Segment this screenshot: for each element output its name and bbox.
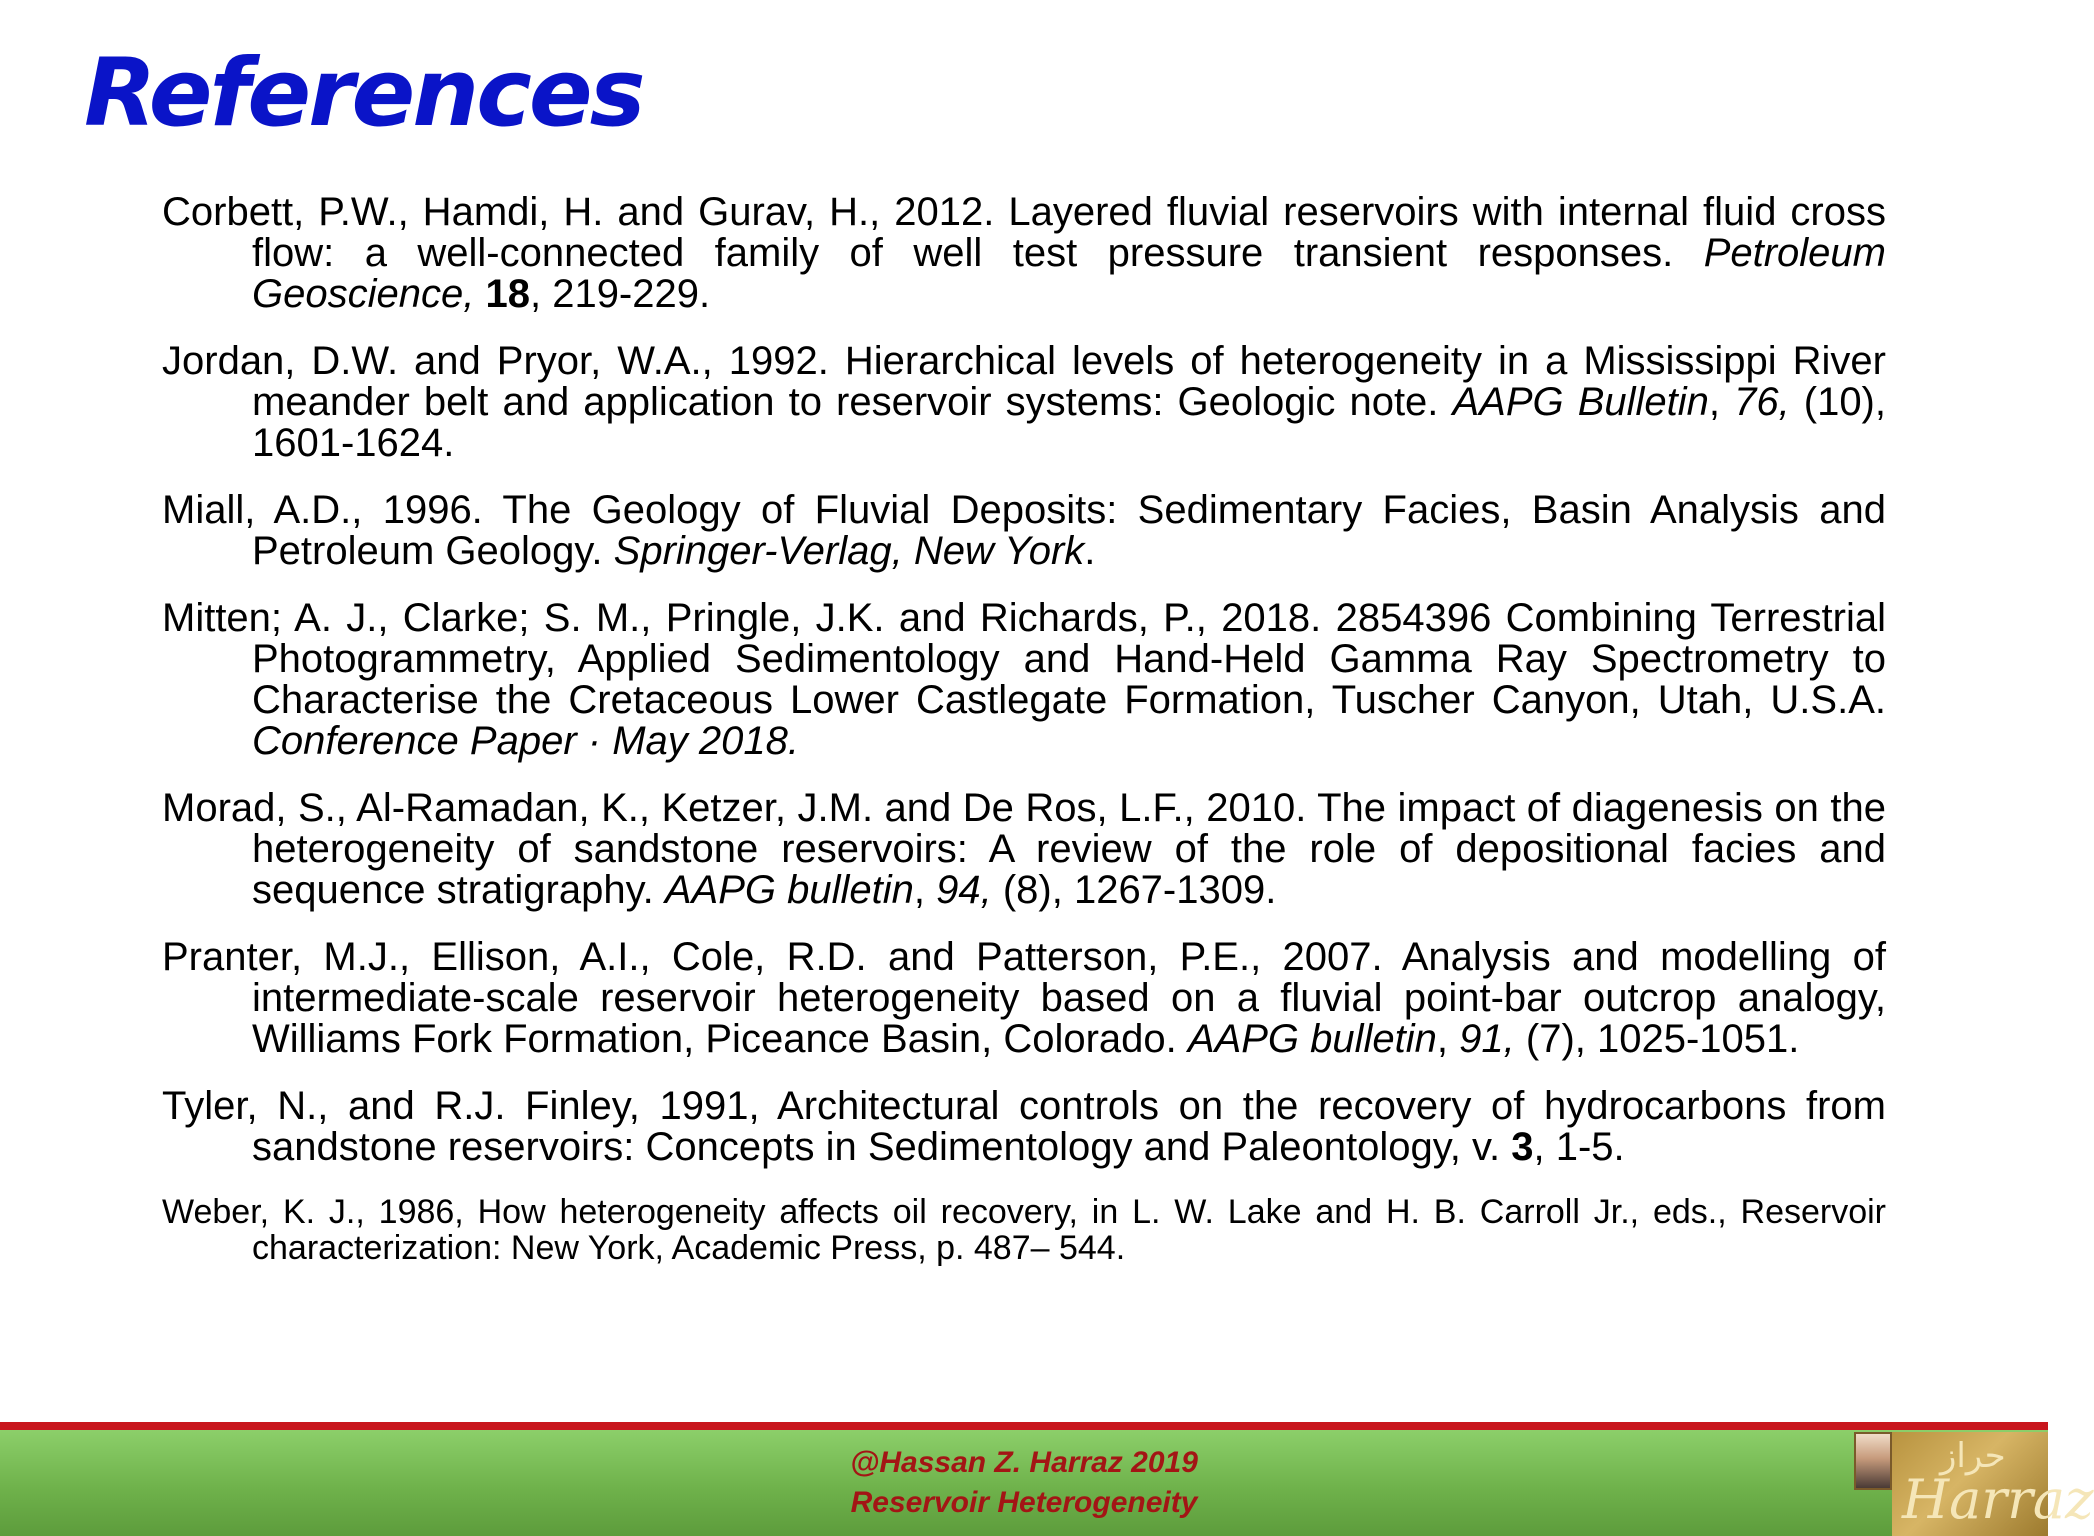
harraz-logo [1892,1432,2094,1536]
reference-text-segment: AAPG bulletin [1187,1017,1437,1061]
reference-text-segment: . [1084,529,1096,573]
reference-text-segment: 3 [1511,1125,1534,1169]
reference-text-segment: (10), 1601-1624. [252,380,1886,465]
reference-text-segment: AAPG Bulletin [1452,380,1709,424]
reference-text-segment: (7), 1025-1051. [1514,1017,1800,1061]
reference-jordan [162,341,1886,464]
reference-text-segment: Corbett, P.W., Hamdi, H. and Gurav, H., 2012. Layered fluvial reservoirs with internal fluid cross flow: a well-connected family of well test pressure transient responses. [162,190,1886,275]
reference-text-segment: , [913,868,937,912]
reference-text-segment: , [1436,1017,1460,1061]
reference-text-segment: (8), 1267-1309. [991,868,1277,912]
reference-text-segment: Jordan, D.W. and Pryor, W.A., 1992. Hierarchical levels of heterogeneity in a Mississippi River meander belt and application to reservoir systems: Geologic note. [162,339,1886,424]
reference-text-segment: 91, [1459,1017,1515,1061]
reference-text-segment: Springer-Verlag, New York [613,529,1085,573]
reference-weber [162,1194,1886,1266]
reference-text-segment: 18 [485,272,530,316]
footer-divider [0,1422,2048,1430]
reference-text-segment: Pranter, M.J., Ellison, A.I., Cole, R.D. and Patterson, P.E., 2007. Analysis and modelling of intermediate-scale reservoir heterogeneity based on a fluvial point-bar outcrop analogy, Williams Fork Formation, Piceance Basin, Colorado. [162,935,1886,1061]
reference-text-segment: Petroleum Geoscience, [252,231,1886,316]
reference-text-segment: Mitten; A. J., Clarke; S. M., Pringle, J.K. and Richards, P., 2018. 2854396 Combining Terrestrial Photogrammetry, Applied Sedimentology and Hand-Held Gamma Ray Spectrometry to Characterise the Cretaceous Lower Castlegate Formation, Tuscher Canyon, Utah, U.S.A. [162,596,1886,722]
footer-credit: @Hassan Z. Harraz 2019 [850,1446,1198,1479]
reference-text-segment: Conference Paper · May 2018. [252,719,799,763]
reference-mitten [162,598,1886,762]
reference-text-segment: AAPG bulletin [664,868,914,912]
reference-morad [162,788,1886,911]
page-title: References [84,39,643,148]
author-photo [1854,1432,1892,1490]
reference-text-segment: Morad, S., Al-Ramadan, K., Ketzer, J.M. and De Ros, L.F., 2010. The impact of diagenesis on the heterogeneity of sandstone reservoirs: A review of the role of depositional facies and sequence stratigraphy. [162,786,1886,912]
reference-text-segment: , 219-229. [529,272,711,316]
reference-text-segment: 94, [936,868,992,912]
reference-text-segment: , [1708,380,1735,424]
logo-latin-text: Harraz [1902,1468,2094,1531]
reference-text-segment: Weber, K. J., 1986, How heterogeneity affects oil recovery, in L. W. Lake and H. B. Carroll Jr., eds., Reservoir characterization: New York, Academic Press, p. 487– 544. [162,1193,1886,1267]
reference-list [162,192,1886,1292]
reference-text-segment: 76, [1734,380,1790,424]
reference-pranter [162,937,1886,1060]
logo-arabic-text: حراز [1940,1436,2006,1476]
footer-course-title: Reservoir Heterogeneity [850,1486,1198,1519]
reference-text-segment [474,272,485,316]
reference-text-segment: , 1-5. [1533,1125,1625,1169]
reference-text-segment: Tyler, N., and R.J. Finley, 1991, Architectural controls on the recovery of hydrocarbons from sandstone reservoirs: Concepts in Sedimentology and Paleontology, v. [162,1084,1886,1169]
reference-miall [162,490,1886,572]
reference-corbett [162,192,1886,315]
reference-tyler [162,1086,1886,1168]
reference-text-segment: Miall, A.D., 1996. The Geology of Fluvial Deposits: Sedimentary Facies, Basin Analysis and Petroleum Geology. [162,488,1886,573]
